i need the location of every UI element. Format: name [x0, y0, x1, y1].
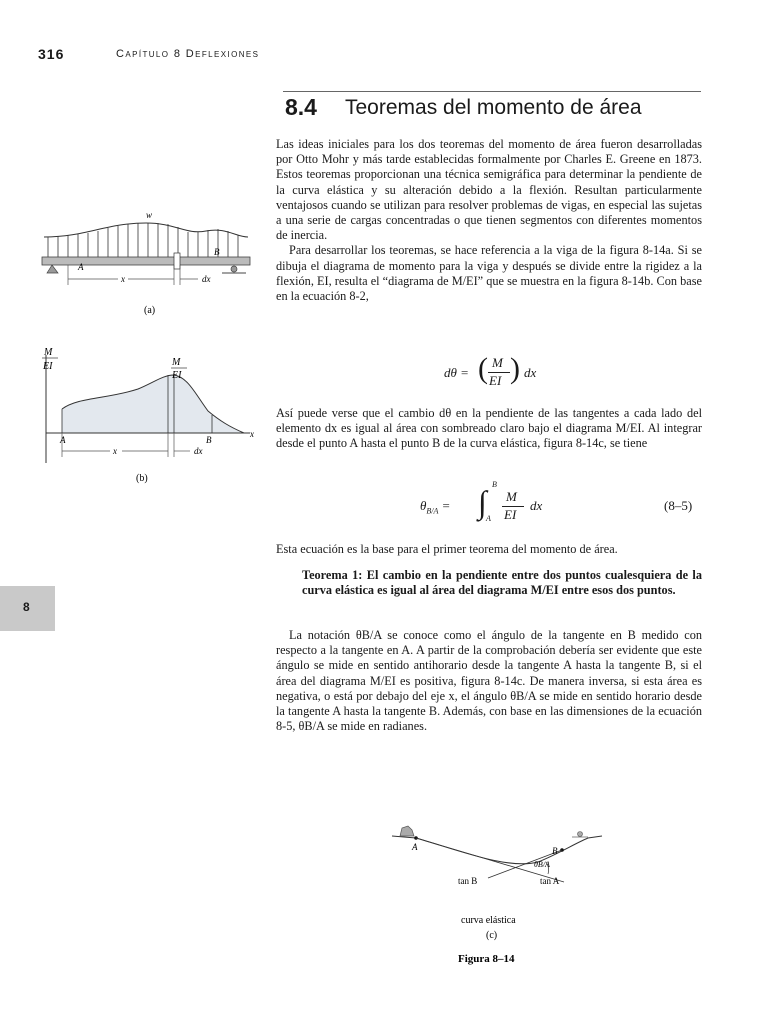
angle-label: θB/A [534, 860, 550, 869]
load-label: w [146, 210, 153, 220]
figure-caption: Figura 8–14 [458, 953, 515, 965]
text-block-intro [276, 137, 702, 304]
figure-b-m-ei-diagram [38, 345, 263, 487]
figure-b-caption: (b) [136, 473, 148, 484]
section-number: 8.4 [285, 94, 317, 120]
point-b-label: B [206, 435, 212, 445]
page-number: 316 [38, 46, 65, 62]
text-block-integration [276, 406, 702, 452]
peak-label-top: M [172, 357, 181, 368]
dx-label: dx [202, 274, 211, 284]
section-title: Teoremas del momento de área [345, 96, 642, 119]
tan-a-label: tan A [540, 876, 560, 886]
chapter-tab: 8 [0, 586, 55, 631]
point-a-label: A [78, 262, 84, 272]
point-a-label: A [412, 842, 418, 852]
section-rule [283, 91, 701, 92]
x-label: x [113, 446, 117, 456]
paragraph: Esta ecuación es la base para el primer teorema del momento de área. [276, 542, 618, 556]
equation-8-5: $\theta_{B/A}$ = ∫ B A M EI dx [420, 480, 543, 523]
point-b-label: B [214, 247, 220, 257]
y-label-top: M [44, 347, 53, 358]
theorem-1: Teorema 1: El cambio en la pendiente entre dos puntos cualesquiera de la curva elástica es igual al área del diagrama M/EI entre esos dos puntos. [302, 568, 702, 598]
y-label-bottom: EI [43, 361, 53, 372]
text-block-basis [276, 542, 702, 557]
equation-1: dθ = ( M EI ) dx [444, 352, 537, 388]
x-label: x [121, 274, 125, 284]
chapter-title: Capítulo 8 Deflexiones [116, 48, 260, 60]
curve-label: curva elástica [461, 915, 516, 926]
dx-label: dx [194, 446, 203, 456]
paragraph: Para desarrollar los teoremas, se hace referencia a la viga de la figura 8-14a. Si se dibuja el diagrama de momento para la viga y después se divide entre la rigidez a la flexión, EI, resulta el “diagrama de M/EI” que se muestra en la figura 8-14b. Con base en la ecuación 8-2, [276, 243, 702, 304]
figure-a-beam [36, 205, 256, 317]
equation-number: (8–5) [664, 498, 693, 513]
paragraph: Las ideas iniciales para los dos teoremas del momento de área fueron desarrolladas por Otto Mohr y más tarde establecidas formalmente por Charles E. Greene en 1873. Estos teoremas proporcionan una técnica semigráfica para determinar la pendiente de la curva elástica y su alteración debido a la flexión. Resultan particularmente ventajosos cuando se utilizan para resolver problemas de vigas, en especial las sujetas a una serie de cargas concentradas o que tienen segmentos con diferentes momentos de inercia. [276, 137, 702, 243]
figure-a-caption: (a) [144, 305, 156, 316]
text-block-notation [276, 628, 702, 734]
point-a-label: A [60, 435, 66, 445]
paragraph: Así puede verse que el cambio dθ en la pendiente de las tangentes a cada lado del elemento dx es igual al área con sombreado claro bajo el diagrama M/EI. Al integrar desde el punto A hasta el punto B de la curva elástica, figura 8-14c, se tiene [276, 406, 702, 451]
figure-c-caption: (c) [486, 930, 498, 941]
x-axis-label: x [250, 429, 254, 439]
figure-c-elastic-curve [388, 822, 608, 972]
point-b-label: B [552, 846, 558, 856]
tan-b-label: tan B [458, 876, 478, 886]
peak-label-bottom: EI [172, 370, 182, 381]
paragraph: La notación θB/A se conoce como el ángulo de la tangente en B medido con respecto a la tangente en A. A partir de la comprobación debería ser evidente que este ángulo se mide en sentido antihorario desde la tangente A hasta la tangente B, si el área del diagrama M/EI es positiva, figura 8-14c. De manera inversa, si esta área es negativa, o está por debajo del eje x, el ángulo θB/A se mide en sentido horario desde la tangente A hasta la tangente B. Además, con base en las dimensiones de la ecuación 8-5, θB/A se mide en radianes. [276, 628, 702, 734]
